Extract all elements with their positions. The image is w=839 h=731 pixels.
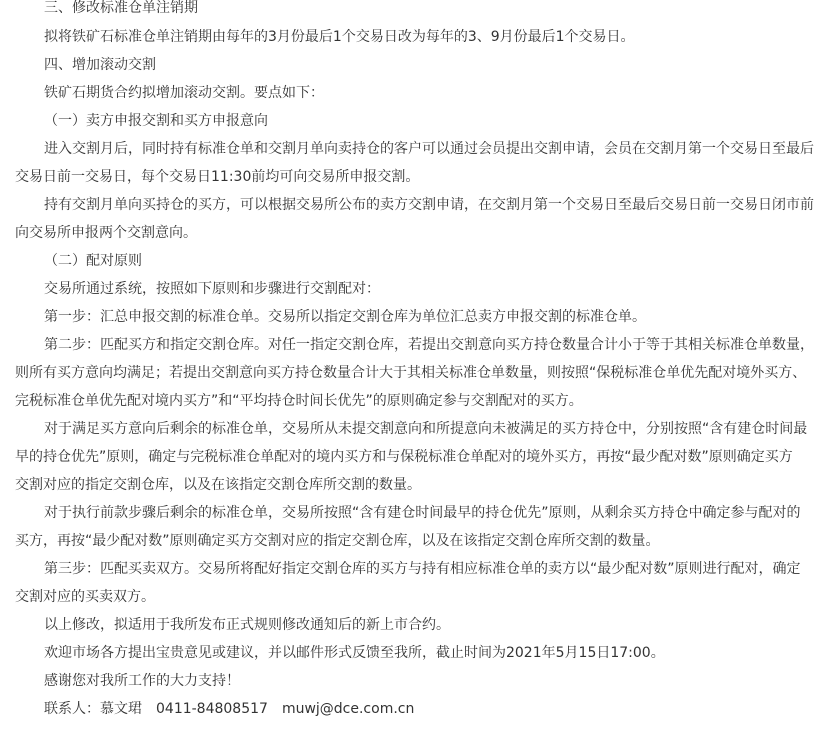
paragraph-line: 进入交割月后，同时持有标准仓单和交割月单向卖持仓的客户可以通过会员提出交割申请，会员在交割月第一个交易日至最后 bbox=[44, 141, 814, 157]
paragraph-line: 交易所通过系统，按照如下原则和步骤进行交割配对： bbox=[44, 281, 380, 297]
paragraph-line: 交割对应的指定交割仓库，以及在该指定交割仓库所交割的数量。 bbox=[15, 477, 421, 493]
paragraph-line: 对于满足买方意向后剩余的标准仓单，交易所从未提交割意向和所提意向未被满足的买方持仓中，分别按照“含有建仓时间最 bbox=[44, 421, 808, 437]
subsection-heading-2: （二）配对原则 bbox=[44, 253, 142, 269]
paragraph-line: 对于执行前款步骤后剩余的标准仓单，交易所按照“含有建仓时间最早的持仓优先”原则，从剩余买方持仓中确定参与配对的 bbox=[44, 505, 801, 521]
paragraph-line: 交易日前一交易日，每个交易日11:30前均可向交易所申报交割。 bbox=[15, 169, 420, 185]
paragraph-line: 感谢您对我所工作的大力支持！ bbox=[44, 673, 240, 689]
contact-line: 联系人：慕文珺 0411-84808517 muwj@dce.com.cn bbox=[44, 701, 415, 717]
paragraph-line: 持有交割月单向买持仓的买方，可以根据交易所公布的卖方交割申请，在交割月第一个交易日至最后交易日前一交易日闭市前 bbox=[44, 197, 814, 213]
paragraph-line: 第二步：匹配买方和指定交割仓库。对任一指定交割仓库，若提出交割意向买方持仓数量合计小于等于其相关标准仓单数量， bbox=[44, 337, 814, 353]
paragraph-line: 交割对应的买卖双方。 bbox=[15, 589, 155, 605]
section-heading-4: 四、增加滚动交割 bbox=[44, 57, 156, 73]
paragraph-line: 则所有买方意向均满足；若提出交割意向买方持仓数量合计大于其相关标准仓单数量，则按照“保税标准仓单优先配对境外买方、 bbox=[15, 365, 807, 381]
paragraph-line: 第三步：匹配买卖双方。交易所将配好指定交割仓库的买方与持有相应标准仓单的卖方以“最少配对数”原则进行配对，确定 bbox=[44, 561, 801, 577]
subsection-heading-1: （一）卖方申报交割和买方申报意向 bbox=[44, 113, 268, 129]
paragraph-line: 第一步：汇总申报交割的标准仓单。交易所以指定交割仓库为单位汇总卖方申报交割的标准仓单。 bbox=[44, 309, 646, 325]
paragraph-line: 铁矿石期货合约拟增加滚动交割。要点如下： bbox=[44, 85, 324, 101]
paragraph-line: 以上修改，拟适用于我所发布正式规则修改通知后的新上市合约。 bbox=[44, 617, 450, 633]
paragraph-line: 买方，再按“最少配对数”原则确定买方交割对应的指定交割仓库，以及在该指定交割仓库所交割的数量。 bbox=[15, 533, 660, 549]
paragraph-line: 向交易所申报两个交割意向。 bbox=[15, 225, 197, 241]
paragraph-line: 拟将铁矿石标准仓单注销期由每年的3月份最后1个交易日改为每年的3、9月份最后1个交易日。 bbox=[44, 29, 635, 45]
paragraph-line: 早的持仓优先”原则，确定与完税标准仓单配对的境内买方和与保税标准仓单配对的境外买方，再按“最少配对数”原则确定买方 bbox=[15, 449, 793, 465]
paragraph-line: 完税标准仓单优先配对境内买方”和“平均持仓时间长优先”的原则确定参与交割配对的买方。 bbox=[15, 393, 583, 409]
section-heading-3: 三、修改标准仓单注销期 bbox=[44, 0, 198, 16]
paragraph-line: 欢迎市场各方提出宝贵意见或建议，并以邮件形式反馈至我所，截止时间为2021年5月15日17:00。 bbox=[44, 645, 665, 661]
